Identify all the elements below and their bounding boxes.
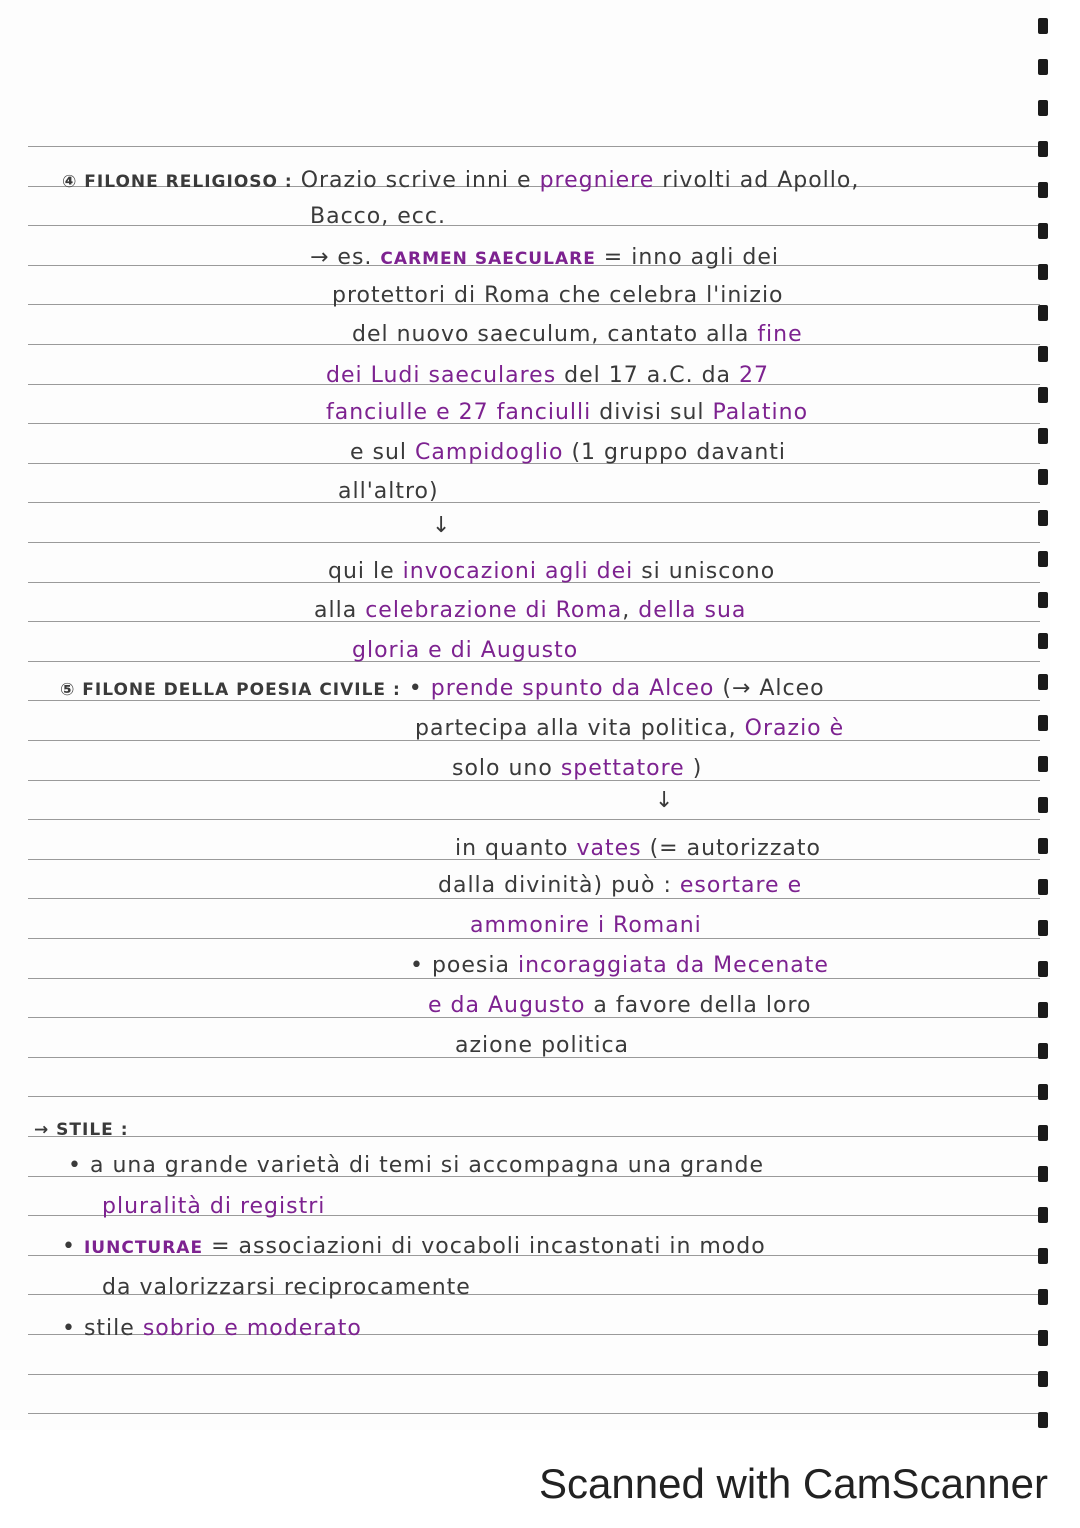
ruled-line — [28, 1136, 1040, 1137]
spiral-binding-mark — [1038, 387, 1048, 403]
note-text: • — [62, 1234, 84, 1259]
note-text: in quanto — [455, 836, 577, 861]
note-text: del 17 a.C. da — [556, 363, 740, 388]
note-text: • a una grande varietà di temi si accompagna una grande — [68, 1153, 765, 1178]
highlighted-text: fanciulle e 27 fanciulli — [326, 400, 592, 425]
note-text: ) — [684, 756, 703, 781]
note-line — [455, 1032, 629, 1060]
highlighted-text: CARMEN SAECULARE — [380, 249, 596, 269]
note-line — [310, 244, 779, 273]
note-line — [314, 597, 746, 625]
section-heading: ④ FILONE RELIGIOSO : — [62, 172, 293, 192]
highlighted-text: pluralità di registri — [102, 1194, 326, 1219]
highlighted-text: della sua — [638, 598, 747, 623]
note-line — [34, 1115, 129, 1144]
note-text: all'altro) — [338, 479, 439, 504]
ruled-line — [28, 1413, 1040, 1414]
spiral-binding-mark — [1038, 59, 1048, 75]
spiral-binding-mark — [1038, 1084, 1048, 1100]
highlighted-text: prende spunto da Alceo — [430, 676, 715, 701]
note-line — [328, 558, 775, 586]
section-heading: → STILE : — [34, 1120, 129, 1140]
ruled-line — [28, 225, 1040, 226]
note-text: • poesia — [410, 953, 518, 978]
note-text: rivolti ad Apollo, — [654, 168, 860, 193]
spiral-binding-mark — [1038, 838, 1048, 854]
spiral-binding-mark — [1038, 633, 1048, 649]
spiral-binding-mark — [1038, 1248, 1048, 1264]
spiral-binding-mark — [1038, 920, 1048, 936]
spiral-binding-mark — [1038, 1412, 1048, 1428]
ruled-line — [28, 146, 1040, 147]
note-line — [352, 321, 803, 349]
spiral-binding-mark — [1038, 756, 1048, 772]
spiral-binding-mark — [1038, 18, 1048, 34]
highlighted-text: esortare e — [679, 873, 803, 898]
note-text: da valorizzarsi reciprocamente — [102, 1275, 471, 1300]
note-text: azione politica — [455, 1033, 630, 1058]
spiral-binding-mark — [1038, 510, 1048, 526]
spiral-binding-mark — [1038, 469, 1048, 485]
spiral-binding-mark — [1038, 223, 1048, 239]
note-line — [68, 1152, 764, 1180]
spiral-binding-mark — [1038, 1371, 1048, 1387]
note-line — [62, 1233, 766, 1262]
note-text: • — [400, 676, 431, 701]
note-text: = inno agli dei — [595, 245, 779, 270]
note-line — [350, 439, 786, 467]
note-text: , — [622, 598, 639, 623]
note-text: del nuovo saeculum, cantato alla — [352, 322, 758, 347]
spiral-binding-mark — [1038, 879, 1048, 895]
spiral-binding-mark — [1038, 592, 1048, 608]
highlighted-text: fine — [757, 322, 803, 347]
note-line — [310, 203, 446, 231]
highlighted-text: sobrio e moderato — [142, 1316, 362, 1341]
spiral-binding-mark — [1038, 715, 1048, 731]
note-text: si uniscono — [633, 559, 776, 584]
note-text: Bacco, ecc. — [310, 204, 446, 229]
ruled-line — [28, 1096, 1040, 1097]
note-text: divisi sul — [591, 400, 713, 425]
note-line — [102, 1193, 325, 1221]
spiral-binding-mark — [1038, 141, 1048, 157]
note-line — [102, 1274, 471, 1302]
highlighted-text: Palatino — [712, 400, 809, 425]
highlighted-text: ammonire i Romani — [470, 913, 702, 938]
note-line — [326, 362, 769, 390]
spiral-binding-mark — [1038, 428, 1048, 444]
note-line — [410, 952, 829, 980]
note-line — [432, 512, 451, 540]
note-text: e sul — [350, 440, 416, 465]
note-text: → es. — [310, 245, 381, 270]
note-text: (= autorizzato — [641, 836, 821, 861]
note-line — [60, 675, 825, 704]
note-line — [415, 715, 844, 743]
highlighted-text: invocazioni agli dei — [402, 559, 634, 584]
spiral-binding-mark — [1038, 1207, 1048, 1223]
highlighted-text: pregniere — [539, 168, 655, 193]
note-line — [326, 399, 808, 427]
spiral-binding-mark — [1038, 797, 1048, 813]
spiral-binding-mark — [1038, 305, 1048, 321]
highlighted-text: incoraggiata da Mecenate — [517, 953, 829, 978]
note-text: solo uno — [452, 756, 561, 781]
spiral-binding-mark — [1038, 100, 1048, 116]
spiral-binding-mark — [1038, 1043, 1048, 1059]
note-text: protettori di Roma che celebra l'inizio — [332, 283, 784, 308]
section-heading: ⑤ FILONE DELLA POESIA CIVILE : — [60, 680, 401, 700]
highlighted-text: celebrazione di Roma — [365, 598, 623, 623]
spiral-binding-mark — [1038, 182, 1048, 198]
spiral-binding-mark — [1038, 674, 1048, 690]
spiral-binding-mark — [1038, 346, 1048, 362]
spiral-binding-mark — [1038, 1125, 1048, 1141]
note-text: a favore della loro — [585, 993, 812, 1018]
note-text: • stile — [62, 1316, 143, 1341]
highlighted-text: dei Ludi saeculares — [326, 363, 557, 388]
spiral-binding-mark — [1038, 551, 1048, 567]
note-text: dalla divinità) può : — [438, 873, 680, 898]
ruled-line — [28, 819, 1040, 820]
highlighted-text: e da Augusto — [428, 993, 586, 1018]
note-text: qui le — [328, 559, 403, 584]
note-text: (1 gruppo davanti — [563, 440, 787, 465]
spiral-binding-mark — [1038, 264, 1048, 280]
note-line — [655, 787, 674, 815]
note-line — [62, 167, 859, 196]
ruled-line — [28, 1374, 1040, 1375]
note-text: Orazio scrive inni e — [292, 168, 540, 193]
note-line — [338, 478, 439, 506]
note-line — [470, 912, 702, 940]
highlighted-text: Campidoglio — [415, 440, 564, 465]
note-text: partecipa alla vita politica, — [415, 716, 745, 741]
highlighted-text: gloria e di Augusto — [352, 638, 579, 663]
ruled-line — [28, 542, 1040, 543]
note-text: (→ Alceo — [714, 676, 825, 701]
spiral-binding-mark — [1038, 961, 1048, 977]
note-line — [62, 1315, 362, 1343]
note-line — [438, 872, 802, 900]
highlighted-text: Orazio è — [744, 716, 845, 741]
note-line — [455, 835, 821, 863]
spiral-binding-mark — [1038, 1166, 1048, 1182]
spiral-binding-mark — [1038, 1330, 1048, 1346]
scanner-watermark: Scanned with CamScanner — [539, 1460, 1048, 1507]
note-text: alla — [314, 598, 366, 623]
note-text: = associazioni di vocaboli incastonati in modo — [203, 1234, 766, 1259]
highlighted-text: spettatore — [560, 756, 685, 781]
note-line — [332, 282, 784, 310]
spiral-binding-mark — [1038, 1002, 1048, 1018]
highlighted-text: 27 — [739, 363, 770, 388]
note-text: ↓ — [432, 513, 452, 538]
ruled-line — [28, 502, 1040, 503]
note-line — [352, 637, 578, 665]
spiral-binding-mark — [1038, 1289, 1048, 1305]
highlighted-text: vates — [576, 836, 642, 861]
highlighted-text: IUNCTURAE — [83, 1238, 204, 1258]
note-line — [452, 755, 702, 783]
note-line — [428, 992, 811, 1020]
note-text: ↓ — [655, 788, 675, 813]
